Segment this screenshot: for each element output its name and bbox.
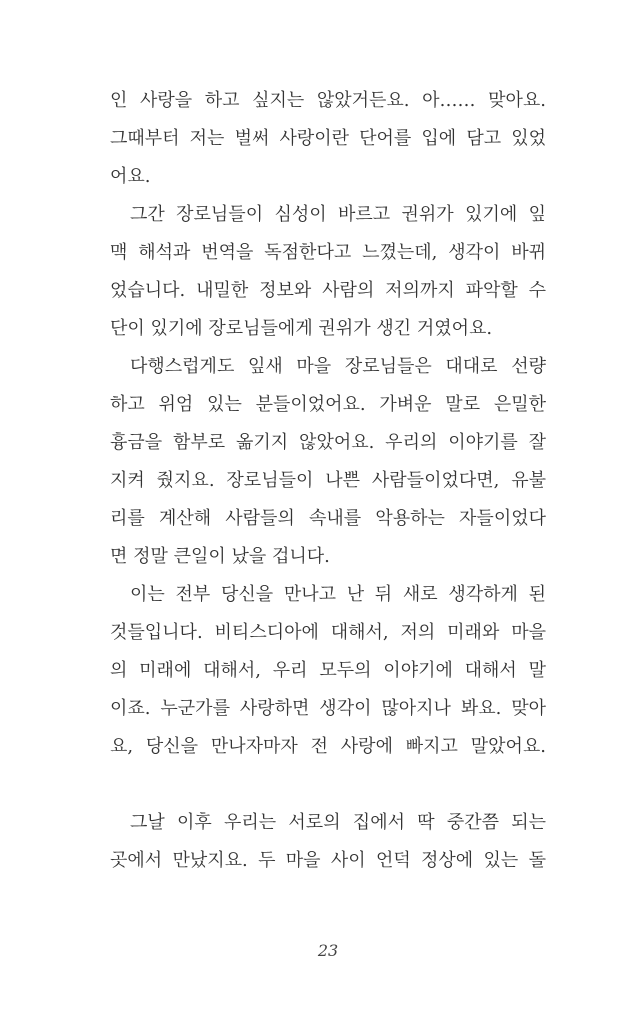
text-line: 의 미래에 대해서, 우리 모두의 이야기에 대해서 말 — [110, 660, 546, 681]
text-line: 다행스럽게도 잎새 마을 장로님들은 대대로 선량 — [130, 356, 546, 377]
text-line: 곳에서 만났지요. 두 마을 사이 언덕 정상에 있는 돌 — [110, 850, 546, 871]
page-number: 23 — [317, 941, 339, 960]
paragraph-break — [110, 766, 546, 804]
text-line: 그날 이후 우리는 서로의 집에서 딱 중간쯤 되는 — [130, 812, 546, 833]
text-line: 었습니다. 내밀한 정보와 사람의 저의까지 파악할 수 — [110, 280, 546, 301]
text-line: 요, 당신을 만나자마자 전 사랑에 빠지고 말았어요. — [110, 736, 546, 757]
body-text — [110, 82, 546, 880]
text-line: 면 정말 큰일이 났을 겁니다. — [110, 546, 330, 567]
text-line: 이죠. 누군가를 사랑하면 생각이 많아지나 봐요. 맞아 — [110, 698, 546, 719]
text-line: 어요. — [110, 166, 151, 187]
text-line: 흉금을 함부로 옮기지 않았어요. 우리의 이야기를 잘 — [110, 432, 546, 453]
text-line: 이는 전부 당신을 만나고 난 뒤 새로 생각하게 된 — [130, 584, 546, 605]
text-line: 그때부터 저는 벌써 사랑이란 단어를 입에 담고 있었 — [110, 128, 546, 149]
text-line: 인 사랑을 하고 싶지는 않았거든요. 아…… 맞아요. — [110, 90, 546, 111]
text-line: 하고 위엄 있는 분들이었어요. 가벼운 말로 은밀한 — [110, 394, 546, 415]
text-line: 단이 있기에 장로님들에게 권위가 생긴 거였어요. — [110, 318, 493, 339]
text-line: 지켜 줬지요. 장로님들이 나쁜 사람들이었다면, 유불 — [110, 470, 546, 491]
text-line: 맥 해석과 번역을 독점한다고 느꼈는데, 생각이 바뀌 — [110, 242, 546, 263]
text-line: 그간 장로님들이 심성이 바르고 권위가 있기에 잎 — [130, 204, 546, 225]
text-line: 리를 계산해 사람들의 속내를 악용하는 자들이었다 — [110, 508, 546, 529]
text-line: 것들입니다. 비티스디아에 대해서, 저의 미래와 마을 — [110, 622, 546, 643]
